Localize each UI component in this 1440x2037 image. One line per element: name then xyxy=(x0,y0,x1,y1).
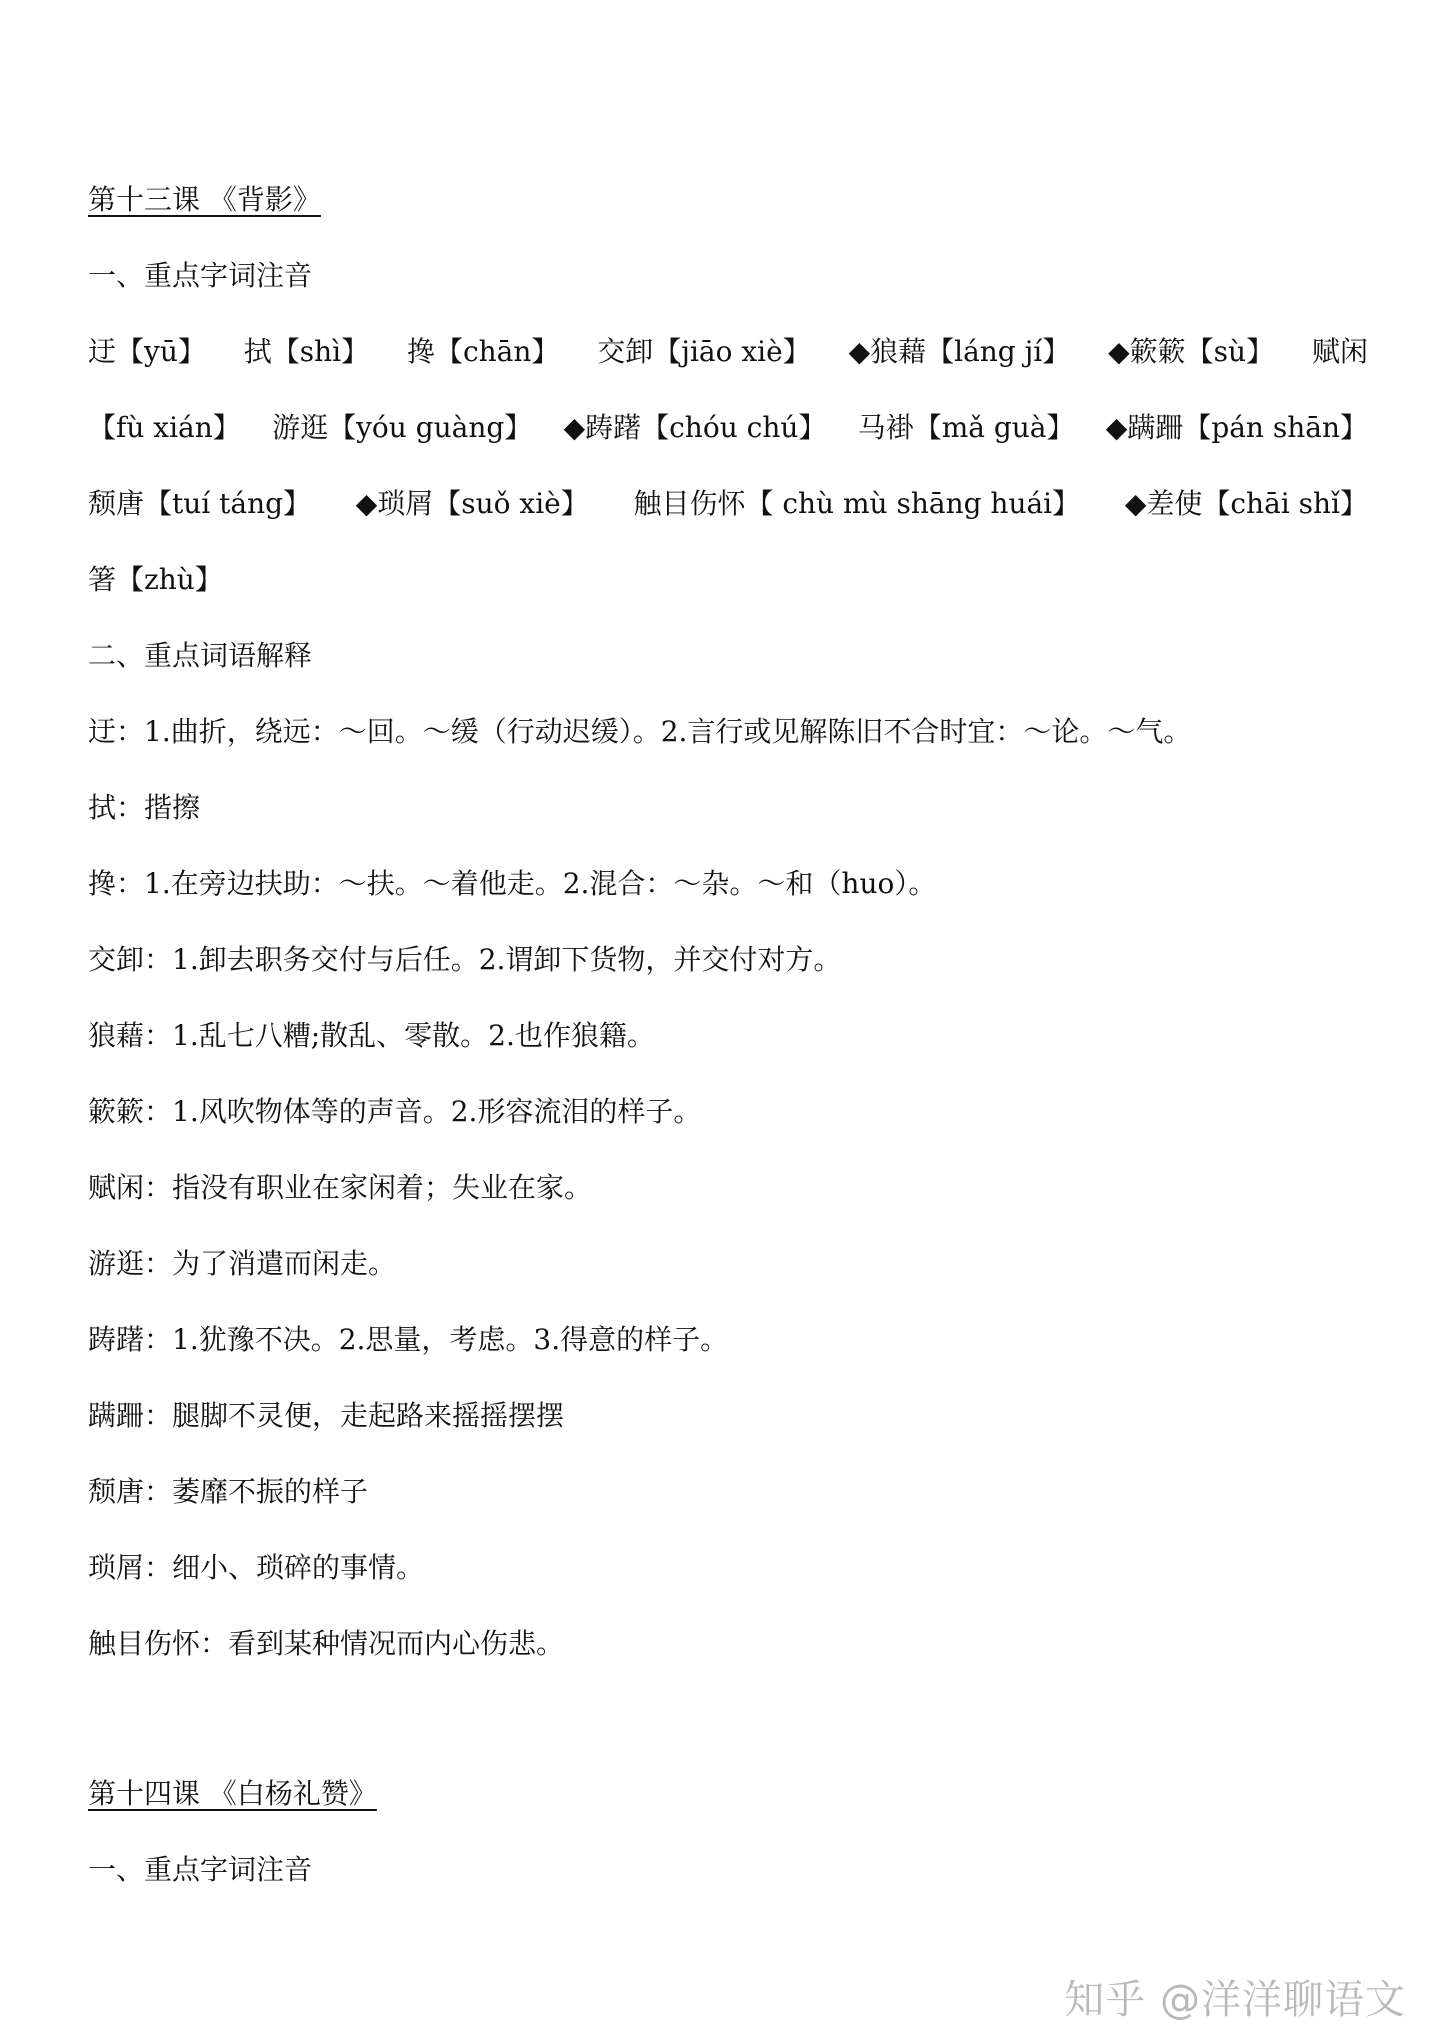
definition-line: 蹒跚：腿脚不灵便，走起路来摇摇摆摆 xyxy=(88,1399,565,1432)
lesson-13-section-2-heading: 二、重点词语解释 xyxy=(88,639,313,672)
pinyin-item: 颓唐【tuí táng】 xyxy=(88,487,312,520)
pinyin-item: ◆琐屑【suǒ xiè】 xyxy=(355,487,589,520)
pinyin-item: 箸【zhù】 xyxy=(88,563,223,596)
definition-line: 触目伤怀：看到某种情况而内心伤悲。 xyxy=(88,1627,565,1660)
pinyin-row-2 xyxy=(88,408,1368,448)
lesson-13-section-1-heading: 一、重点字词注音 xyxy=(88,259,313,292)
pinyin-item: 迂【yū】 xyxy=(88,335,206,368)
pinyin-item: 拭【shì】 xyxy=(243,335,370,368)
pinyin-item: ◆狼藉【láng jí】 xyxy=(848,335,1071,368)
definition-line: 游逛：为了消遣而闲走。 xyxy=(88,1247,397,1280)
pinyin-item: 马褂【mǎ guà】 xyxy=(857,411,1075,444)
pinyin-row-3 xyxy=(88,484,1368,524)
lesson-14-title: 第十四课 《白杨礼赞》 xyxy=(88,1777,377,1810)
definition-line: 簌簌：1.风吹物体等的声音。2.形容流泪的样子。 xyxy=(88,1095,702,1128)
pinyin-item: 赋闲 xyxy=(1311,335,1368,368)
pinyin-item: 触目伤怀【 chù mù shāng huái】 xyxy=(633,487,1081,520)
pinyin-item: 游逛【yóu guàng】 xyxy=(272,411,533,444)
definition-line: 搀：1.在旁边扶助：～扶。～着他走。2.混合：～杂。～和（huo）。 xyxy=(88,867,937,900)
definition-line: 狼藉：1.乱七八糟;散乱、零散。2.也作狼籍。 xyxy=(88,1019,655,1052)
pinyin-item: ◆差使【chāi shǐ】 xyxy=(1124,487,1368,520)
pinyin-item: ◆蹒跚【pán shān】 xyxy=(1105,411,1368,444)
definition-line: 颓唐：萎靡不振的样子 xyxy=(88,1475,369,1508)
definition-line: 迂：1.曲折，绕远：～回。～缓（行动迟缓）。2.言行或见解陈旧不合时宜：～论。～气。 xyxy=(88,715,1192,748)
definition-line: 踌躇：1.犹豫不决。2.思量，考虑。3.得意的样子。 xyxy=(88,1323,729,1356)
lesson-13-title: 第十三课 《背影》 xyxy=(88,183,321,216)
definition-line: 赋闲：指没有职业在家闲着；失业在家。 xyxy=(88,1171,593,1204)
pinyin-item: ◆踌躇【chóu chú】 xyxy=(563,411,827,444)
watermark: 知乎 @洋洋聊语文 xyxy=(1064,1977,1406,2023)
pinyin-row-1 xyxy=(88,332,1368,372)
pinyin-item: 交卸【jiāo xiè】 xyxy=(597,335,811,368)
pinyin-item: ◆簌簌【sù】 xyxy=(1108,335,1275,368)
definition-line: 琐屑：细小、琐碎的事情。 xyxy=(88,1551,425,1584)
definition-line: 交卸：1.卸去职务交付与后任。2.谓卸下货物，并交付对方。 xyxy=(88,943,842,976)
pinyin-item: 【fù xián】 xyxy=(88,411,241,444)
definition-line: 拭：揩擦 xyxy=(88,791,201,824)
lesson-14-section-1-heading: 一、重点字词注音 xyxy=(88,1853,313,1886)
pinyin-item: 搀【chān】 xyxy=(406,335,560,368)
pinyin-row-4 xyxy=(88,560,1368,600)
